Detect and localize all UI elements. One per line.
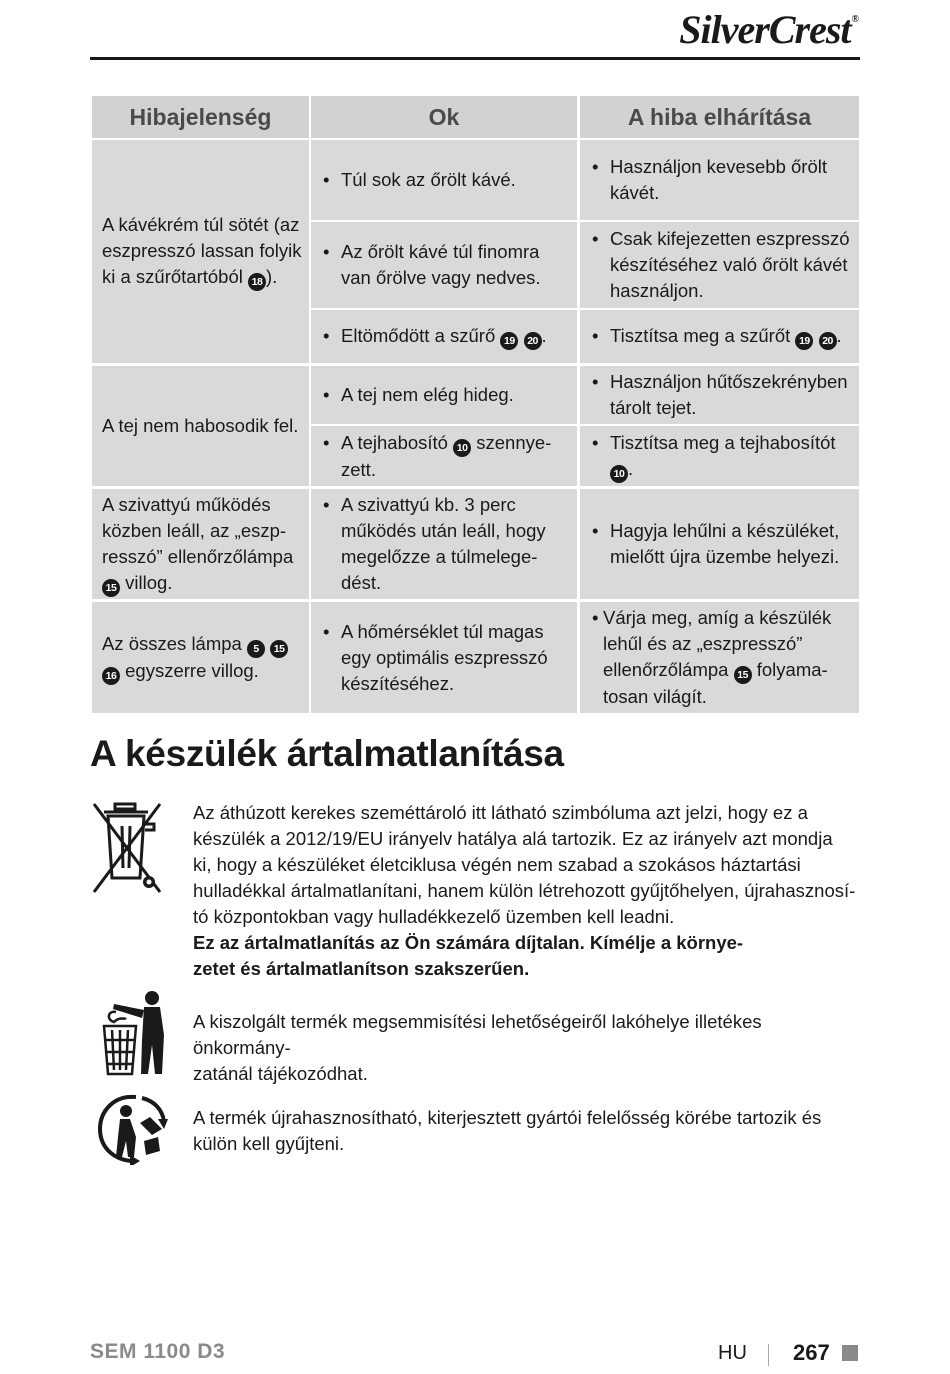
table-row-symptom: A kávékrém túl sötét (az eszpresszó lassan folyik ki a szűrőtartóból 18 ).: [92, 140, 309, 363]
table-row-symptom: A tej nem habosodik fel.: [92, 366, 309, 486]
table-row-symptom: A szivattyú működés közben leáll, az „eszp- resszó” ellenőrzőlámpa 15 villog.: [92, 489, 309, 599]
part-number-badge: 10: [453, 439, 471, 457]
table-cell-remedy: • Tisztítsa meg a tejhabosítót 10 .: [580, 426, 859, 486]
footer-language: HU: [718, 1342, 747, 1364]
brand-logo: SilverCrest®: [679, 7, 858, 52]
table-cell-remedy: • Várja meg, amíg a készülék lehűl és az „eszpresszó” ellenőrzőlámpa 15 folyama- tosan világít.: [580, 602, 859, 713]
page-number: 267: [793, 1340, 830, 1365]
triman-recycle-icon: [96, 1093, 172, 1165]
table-cell-cause: • A tej nem elég hideg.: [311, 366, 577, 424]
table-cell-remedy: • Használjon hűtőszekrényben tárolt tejet.: [580, 366, 859, 424]
table-row-symptom: Az összes lámpa 5 15 16 egyszerre villog.: [92, 602, 309, 713]
table-cell-remedy: • Csak kifejezetten eszpresszó készítéséhez való őrölt kávét használjon.: [580, 222, 859, 308]
table-cell-cause: • Túl sok az őrölt kávé.: [311, 140, 577, 220]
part-number-badge: 15: [734, 666, 752, 684]
footer-separator: [768, 1344, 769, 1366]
part-number-badge: 15: [270, 640, 288, 658]
table-cell-cause: • Eltömődött a szűrő 19 20 .: [311, 310, 577, 363]
recycling-paragraph: A termék újrahasznosítható, kiterjesztett gyártói felelősség körébe tartozik és külön kell gyűjteni.: [193, 1107, 822, 1154]
table-cell-cause: • A szivattyú kb. 3 perc működés után leáll, hogy megelőzze a túlmelege- dést.: [311, 489, 577, 599]
column-header-symptom: Hibajelenség: [92, 96, 309, 138]
tidyman-icon: [100, 990, 172, 1076]
table-cell-remedy: • Használjon kevesebb őrölt kávét.: [580, 140, 859, 220]
footer-model: SEM 1100 D3: [90, 1340, 226, 1363]
table-cell-cause: • Az őrölt kávé túl finomra van őrölve vagy nedves.: [311, 222, 577, 308]
part-number-badge: 19: [795, 332, 813, 350]
column-header-remedy: A hiba elhárítása: [580, 96, 859, 138]
part-number-badge: 20: [819, 332, 837, 350]
table-cell-cause: • A tejhabosító 10 szennye- zett.: [311, 426, 577, 486]
part-number-badge: 16: [102, 667, 120, 685]
disposal-paragraph: Az áthúzott kerekes szeméttároló itt látható szimbóluma azt jelzi, hogy ez a készülék a 2012/19/EU irányelv hatálya alá tartozik. Ez az irányelv azt mondja ki, hogy a készüléket életciklusa végén nem szabad a szokásos háztartási hulladékkal ártalmatlanítani, hanem külön létrehozott gyűjtőhelyen, újrahasznosí- tó központokban vagy hulladékkezelő üzemben kell leadni. Ez az ártalmatlanítás az Ön számára díjtalan. Kímélje a környe- zetet és ártalmatlanítson szakszerűen.: [193, 802, 856, 979]
table-cell-cause: • A hőmérséklet túl magas egy optimális eszpresszó készítéséhez.: [311, 602, 577, 713]
part-number-badge: 20: [524, 332, 542, 350]
column-header-cause: Ok: [311, 96, 577, 138]
local-authority-paragraph: A kiszolgált termék megsemmisítési lehetőségeiről lakóhelye illetékes önkormány- zatánál tájékozódhat.: [193, 1011, 762, 1084]
crossed-out-bin-icon: [90, 800, 165, 896]
part-number-badge: 15: [102, 579, 120, 597]
section-title: A készülék ártalmatlanítása: [90, 733, 564, 774]
table-cell-remedy: • Tisztítsa meg a szűrőt 19 20 .: [580, 310, 859, 363]
header-rule: [90, 57, 860, 60]
table-cell-remedy: • Hagyja lehűlni a készüléket, mielőtt újra üzembe helyezi.: [580, 489, 859, 599]
part-number-badge: 18: [248, 273, 266, 291]
part-number-badge: 5: [247, 640, 265, 658]
footer-square-marker: [842, 1345, 858, 1361]
part-number-badge: 10: [610, 465, 628, 483]
part-number-badge: 19: [500, 332, 518, 350]
